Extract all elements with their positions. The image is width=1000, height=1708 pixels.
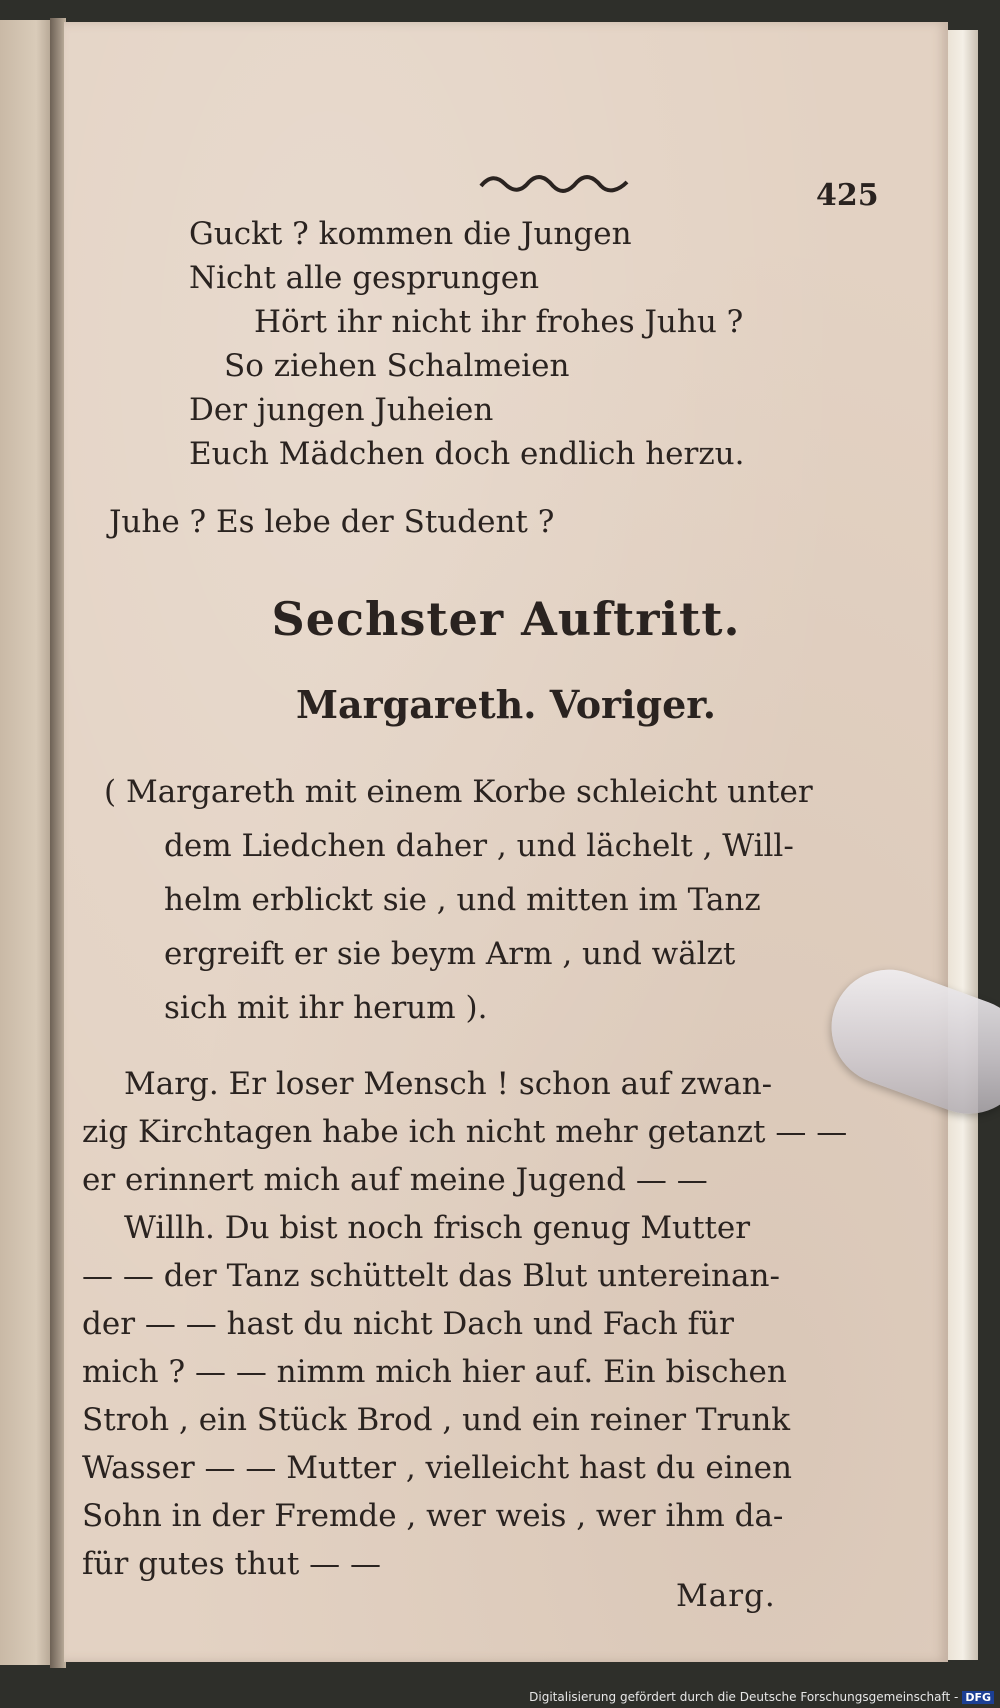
verse-line-2: Nicht alle gesprungen [189,260,540,296]
stage-direction-line-4: ergreift er sie beym Arm , und wälzt [164,936,736,972]
dialogue-line-7: mich ? — — nimm mich hier auf. Ein bischen [82,1354,787,1390]
facing-page-edge [0,20,52,1665]
dialogue-line-9: Wasser — — Mutter , vielleicht hast du einen [82,1450,792,1486]
digitization-credit [529,1690,994,1704]
scene-title: Sechster Auftritt. [271,592,741,646]
dialogue-line-10: Sohn in der Fremde , wer weis , wer ihm da- [82,1498,784,1534]
verse-line-4: So ziehen Schalmeien [224,348,570,384]
page-block-edge [948,30,978,1660]
dialogue-line-4: Willh. Du bist noch frisch genug Mutter [124,1210,751,1246]
page-number: 425 [816,178,879,213]
verse-line-1: Guckt ? kommen die Jungen [189,216,632,252]
dialogue-line-5: — — der Tanz schüttelt das Blut untereinan- [82,1258,780,1294]
dialogue-line-11: für gutes thut — — [82,1546,382,1582]
exclamation-line: Juhe ? Es lebe der Student ? [109,504,555,540]
verse-line-6: Euch Mädchen doch endlich herzu. [189,436,745,472]
character-list: Margareth. Voriger. [295,682,717,727]
stage-direction-line-5: sich mit ihr herum ). [164,990,488,1026]
credit-text: Digitalisierung gefördert durch die Deutsche Forschungsgemeinschaft - [529,1690,959,1704]
stage-direction-line-1: ( Margareth mit einem Korbe schleicht unter [104,774,813,810]
stage-direction-line-2: dem Liedchen daher , und lächelt , Will- [164,828,794,864]
header-ornament [479,172,629,196]
verse-line-5: Der jungen Juheien [189,392,494,428]
dialogue-line-6: der — — hast du nicht Dach und Fach für [82,1306,734,1342]
dfg-logo: DFG [962,1691,994,1704]
dialogue-line-8: Stroh , ein Stück Brod , und ein reiner Trunk [82,1402,791,1438]
catchword: Marg. [676,1578,776,1614]
dialogue-line-2: zig Kirchtagen habe ich nicht mehr getanzt — — [82,1114,848,1150]
dialogue-line-3: er erinnert mich auf meine Jugend — — [82,1162,708,1198]
page [64,22,948,1662]
stage-direction-line-3: helm erblickt sie , und mitten im Tanz [164,882,761,918]
dialogue-line-1: Marg. Er loser Mensch ! schon auf zwan- [124,1066,773,1102]
verse-line-3: Hört ihr nicht ihr frohes Juhu ? [254,304,744,340]
